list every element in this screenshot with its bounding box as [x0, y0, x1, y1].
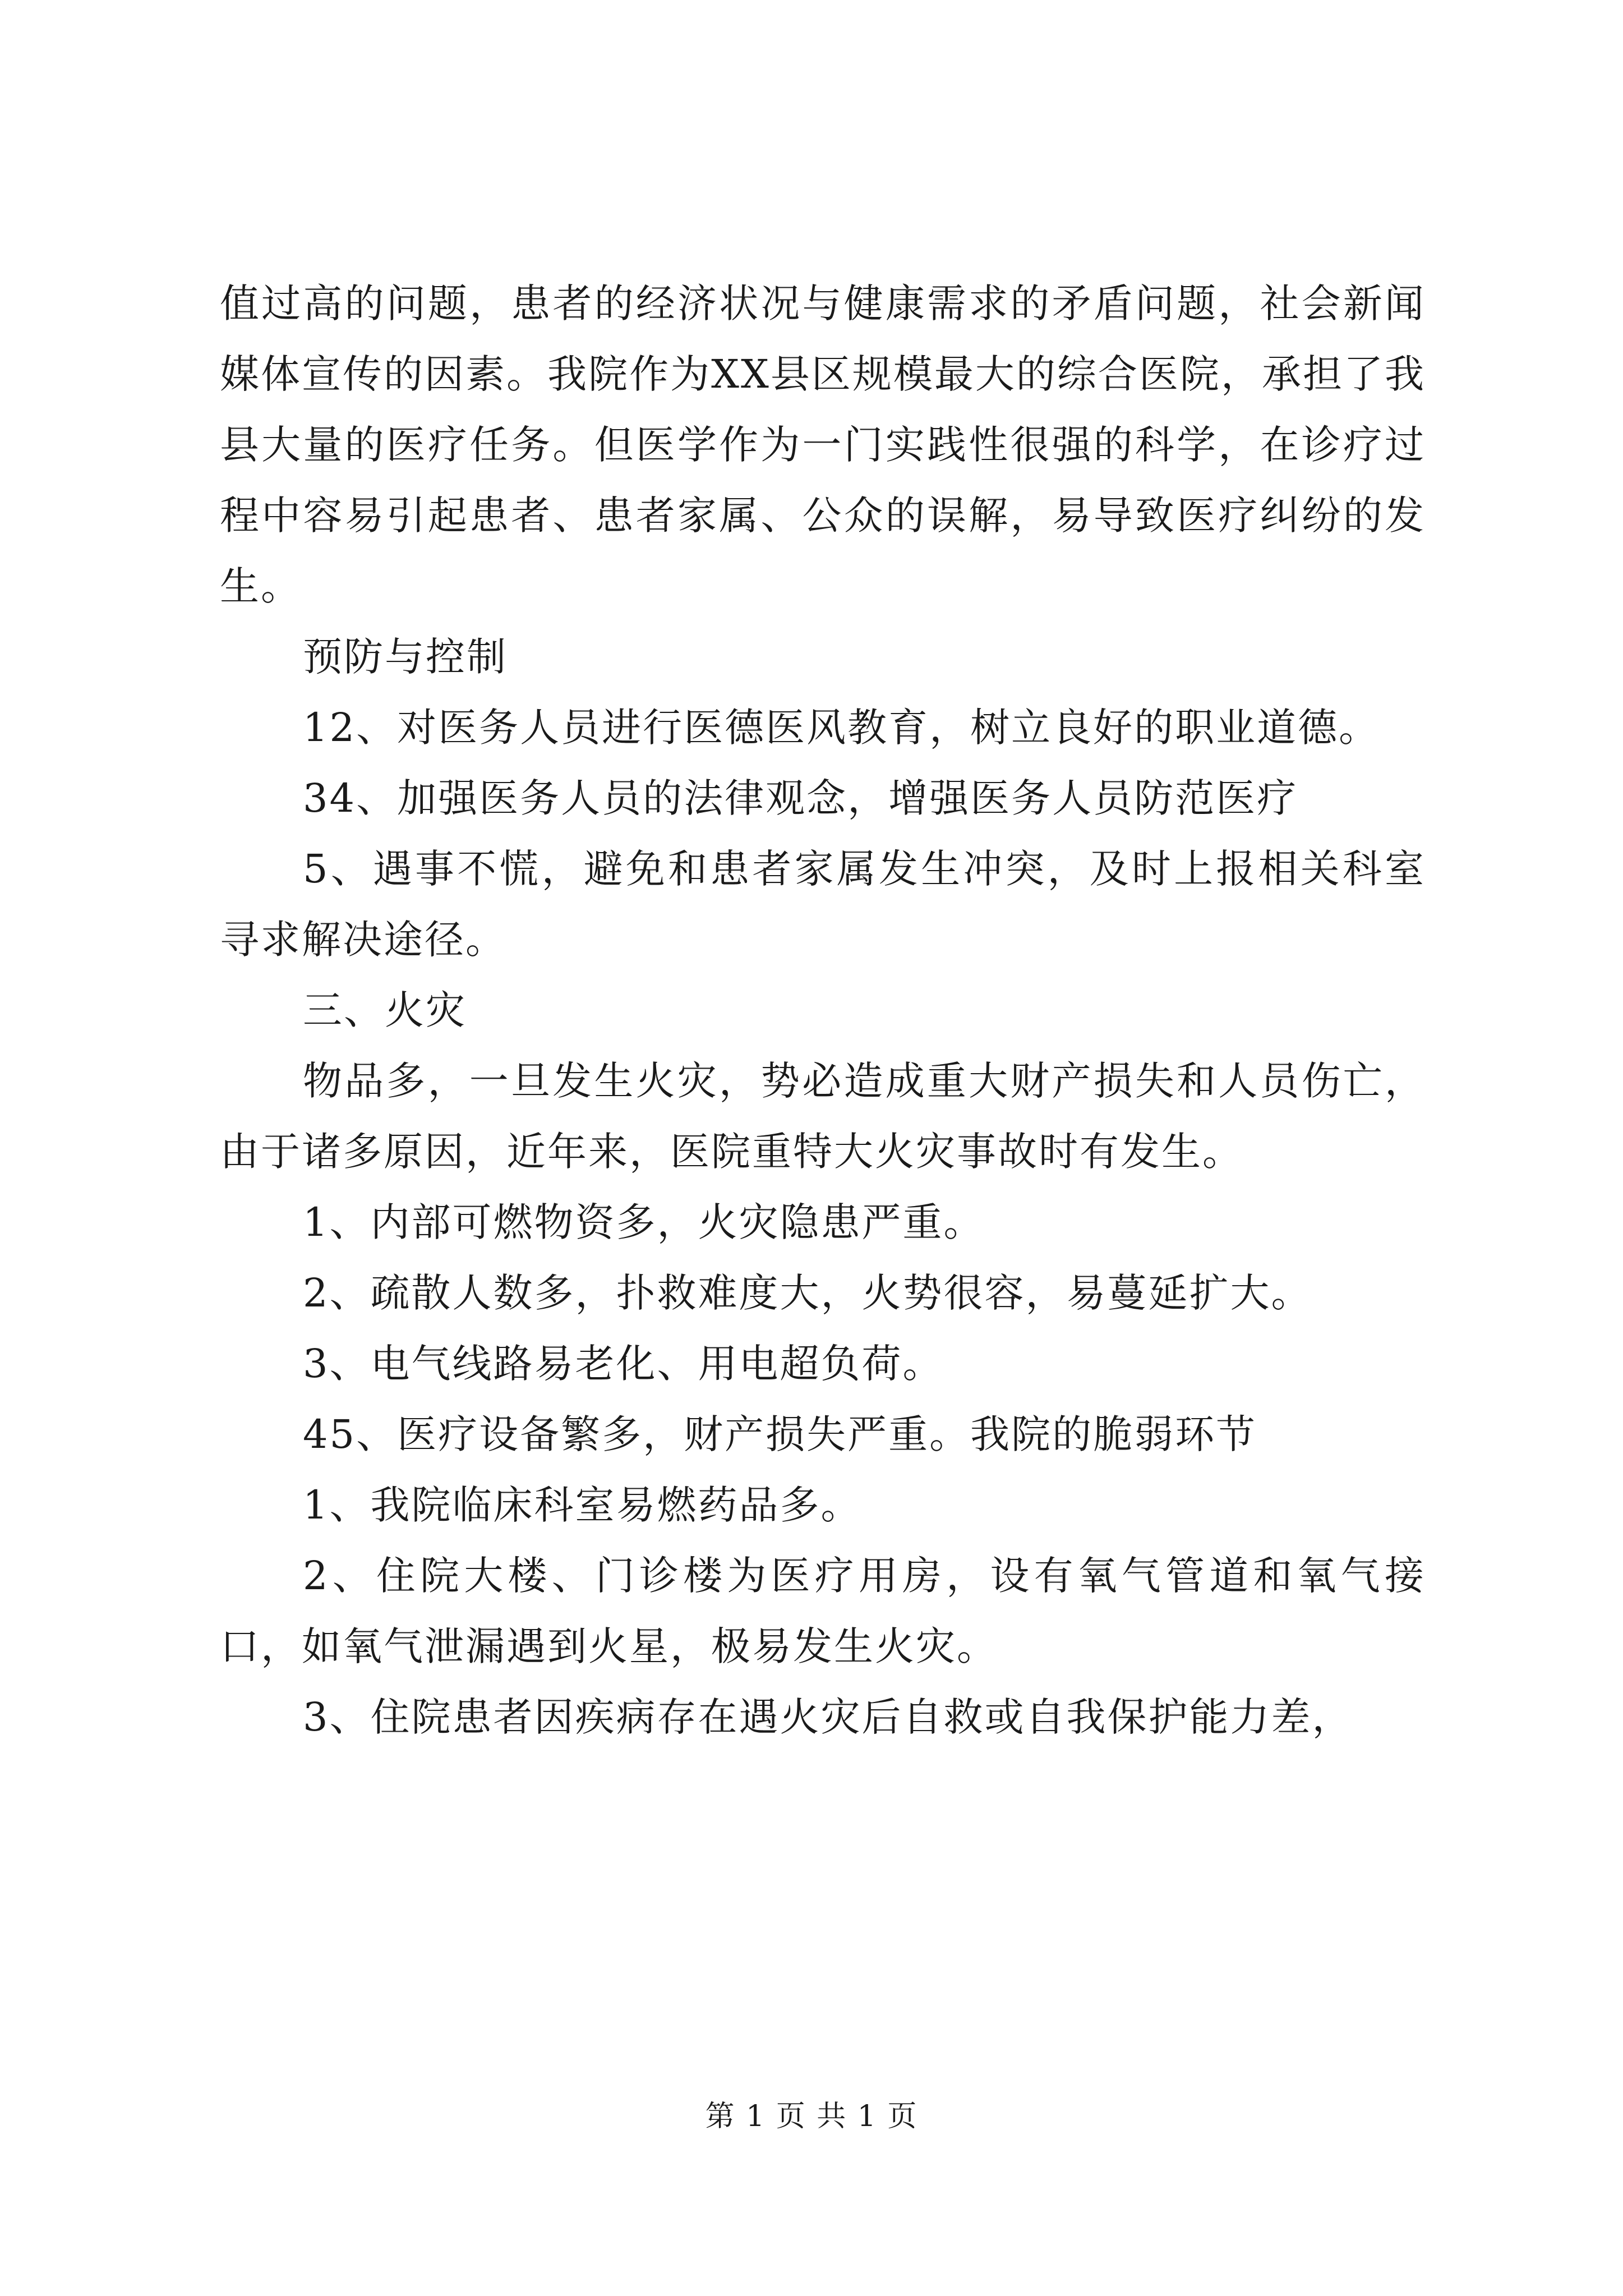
- paragraph-continuation: 值过高的问题，患者的经济状况与健康需求的矛盾问题，社会新闻媒体宣传的因素。我院作为XX县区规模最大的综合医院，承担了我县大量的医疗任务。但医学作为一门实践性很强的科学，在诊疗过程中容易引起患者、患者家属、公众的误解，易导致医疗纠纷的发生。: [220, 280, 1426, 609]
- list-item: 12、对医务人员进行医德医风教育，树立良好的职业道德。: [303, 705, 1380, 751]
- document-body: [220, 268, 1426, 1752]
- list-item: 34、加强医务人员的法律观念，增强医务人员防范医疗: [303, 775, 1298, 821]
- page-footer: 第 1 页 共 1 页: [705, 2100, 918, 2133]
- section-heading-fire: 三、火灾: [303, 987, 467, 1033]
- list-item: 3、住院患者因疾病存在遇火灾后自救或自我保护能力差，: [303, 1694, 1353, 1740]
- list-item: 45、医疗设备繁多，财产损失严重。我院的脆弱环节: [303, 1411, 1257, 1457]
- list-item: 1、我院临床科室易燃药品多。: [303, 1482, 862, 1528]
- list-item: 2、住院大楼、门诊楼为医疗用房，设有氧气管道和氧气接口，如氧气泄漏遇到火星，极易发生火灾。: [220, 1553, 1426, 1669]
- list-item: 5、遇事不慌，避免和患者家属发生冲突，及时上报相关科室寻求解决途径。: [220, 846, 1426, 963]
- list-item: 3、电气线路易老化、用电超负荷。: [303, 1341, 944, 1387]
- section-heading-prevention: 预防与控制: [303, 634, 508, 680]
- paragraph: 物品多，一旦发生火灾，势必造成重大财产损失和人员伤亡，由于诸多原因，近年来，医院重特大火灾事故时有发生。: [220, 1058, 1426, 1175]
- list-item: 1、内部可燃物资多，火灾隐患严重。: [303, 1199, 985, 1245]
- list-item: 2、疏散人数多，扑救难度大，火势很容，易蔓延扩大。: [303, 1270, 1312, 1316]
